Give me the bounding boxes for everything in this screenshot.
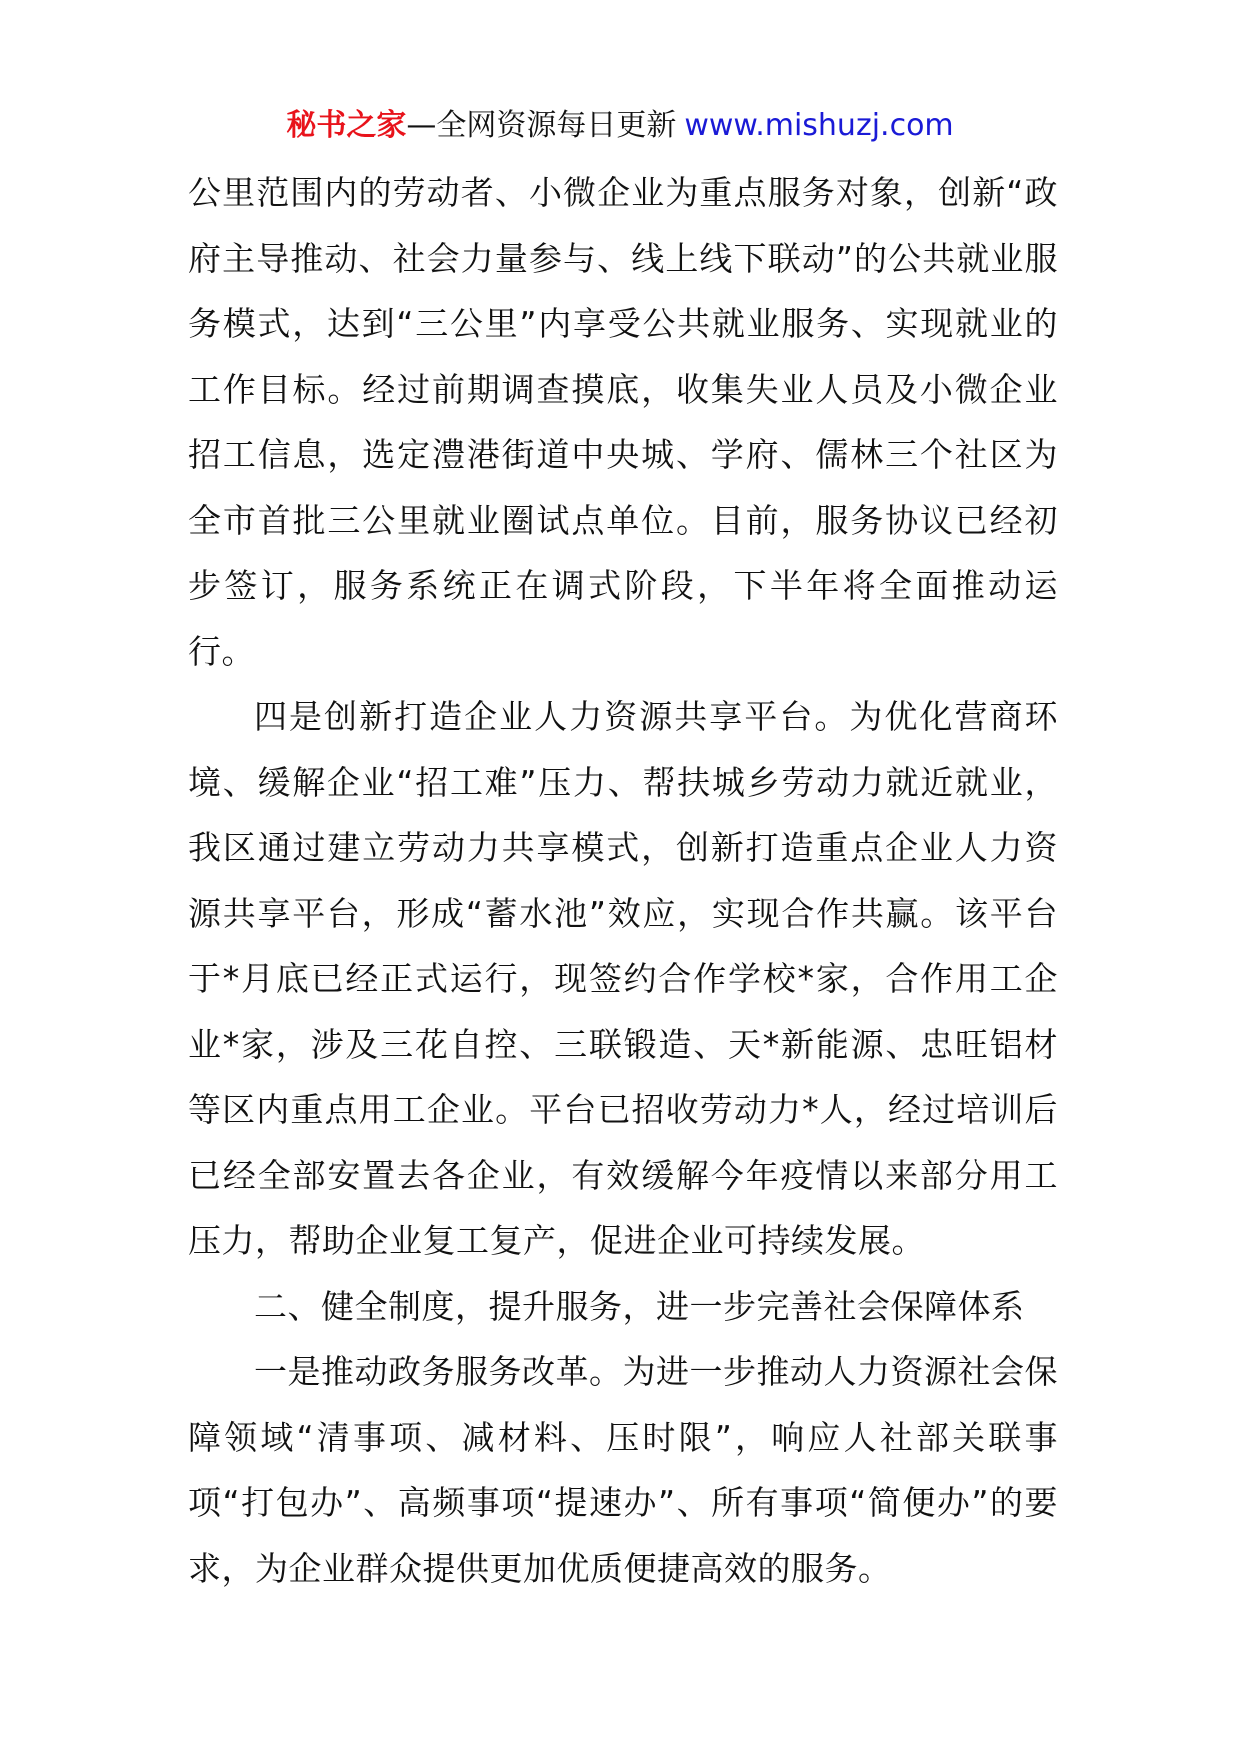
paragraph-item-one: 一是推动政务服务改革。为进一步推动人力资源社会保障领域“清事项、减材料、压时限”，响应人社部关联事项“打包办”、高频事项“提速办”、所有事项“简便办”的要求，为企业群众提供更加优质便捷高效的服务。	[188, 1352, 1058, 1588]
paragraph-continuation: 公里范围内的劳动者、小微企业为重点服务对象，创新“政府主导推动、社会力量参与、线上线下联动”的公共就业服务模式，达到“三公里”内享受公共就业服务、实现就业的工作目标。经过前期调查摸底，收集失业人员及小微企业招工信息，选定澧港街道中央城、学府、儒林三个社区为全市首批三公里就业圈试点单位。目前，服务协议已经初步签订，服务系统正在调式阶段，下半年将全面推动运行。	[188, 173, 1058, 671]
site-slogan: —全网资源每日更新	[406, 108, 677, 143]
section-heading: 二、健全制度，提升服务，进一步完善社会保障体系	[254, 1286, 1025, 1326]
site-url-link[interactable]: www.mishuzj.com	[684, 108, 954, 143]
paragraph-item-four: 四是创新打造企业人力资源共享平台。为优化营商环境、缓解企业“招工难”压力、帮扶城乡劳动力就近就业，我区通过建立劳动力共享模式，创新打造重点企业人力资源共享平台，形成“蓄水池”效应，实现合作共赢。该平台于*月底已经正式运行，现签约合作学校*家，合作用工企业*家，涉及三花自控、三联锻造、天*新能源、忠旺铝材等区内重点用工企业。平台已招收劳动力*人，经过培训后已经全部安置去各企业，有效缓解今年疫情以来部分用工压力，帮助企业复工复产，促进企业可持续发展。	[188, 697, 1059, 1260]
site-brand: 秘书之家	[286, 108, 407, 143]
document-body	[188, 160, 1058, 1601]
site-header	[0, 104, 1240, 148]
